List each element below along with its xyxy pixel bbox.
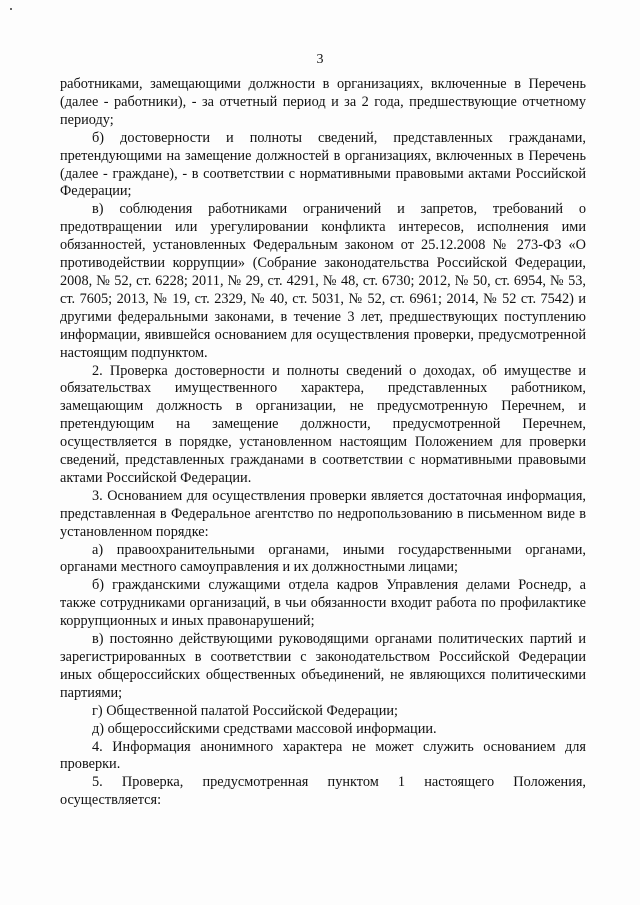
scan-mark bbox=[10, 8, 12, 10]
paragraph-3a-law-enforcement: а) правоохранительными органами, иными государственными органами, органами местного самоуправления и их должностными лицами; bbox=[60, 541, 586, 576]
paragraph-3d-mass-media: д) общероссийскими средствами массовой информации. bbox=[92, 720, 437, 737]
paragraph-3-grounds: 3. Основанием для осуществления проверки является достаточная информация, представленная в Федеральное агентство по недропользованию в письменном виде в установленном порядке: bbox=[60, 487, 586, 540]
page-number: 3 bbox=[316, 52, 324, 67]
document-body bbox=[60, 76, 586, 810]
paragraph-3b-civil-servants: б) гражданскими служащими отдела кадров Управления делами Роснедр, а также сотрудниками организаций, в чьи обязанности входит работа по профилактике коррупционных и иных правонарушений; bbox=[60, 577, 586, 630]
paragraph-4-anonymous: 4. Информация анонимного характера не может служить основанием для проверки. bbox=[60, 738, 586, 773]
paragraph-v-compliance: в) соблюдения работниками ограничений и запретов, требований о предотвращении или урегулировании конфликта интересов, исполнения ими обязанностей, установленных Федеральным законом от 25.12.2008 № 273-ФЗ «О противодействии коррупции» (Собрание законодательства Российской Федерации, 2008, № 52, ст. 6228; 2011, № 29, ст. 4291, № 48, ст. 6730; 2012, № 50, ст. 6954, № 53, ст. 7605; 2013, № 19, ст. 2329, № 40, ст. 5031, № 52, ст. 6961; 2014, № 52 ст. 7542) и другими федеральными законами, в течение 3 лет, предшествующих поступлению информации, явившейся основанием для осуществления проверки, предусмотренной настоящим подпунктом. bbox=[60, 201, 586, 361]
paragraph-3g-public-chamber: г) Общественной палатой Российской Федерации; bbox=[92, 702, 398, 719]
paragraph-5-procedure: 5. Проверка, предусмотренная пунктом 1 настоящего Положения, осуществляется: bbox=[60, 774, 586, 809]
paragraph-2-verification: 2. Проверка достоверности и полноты сведений о доходах, об имуществе и обязательствах имущественного характера, представленных работником, замещающим должность в организации, не предусмотренную Перечнем, и претендующим на замещение должности, предусмотренной Перечнем, осуществляется в порядке, установленном настоящим Положением для проверки сведений, представленных гражданами в соответствии с нормативными правовыми актами Российской Федерации. bbox=[60, 362, 586, 486]
paragraph-b-reliability: б) достоверности и полноты сведений, представленных гражданами, претендующими на замещение должностей в организациях, включенных в Перечень (далее - граждане), - в соответствии с нормативными правовыми актами Российской Федерации; bbox=[60, 129, 586, 200]
paragraph-continuation: работниками, замещающими должности в организациях, включенные в Перечень (далее - работники), - за отчетный период и за 2 года, предшествующие отчетному периоду; bbox=[60, 76, 586, 128]
paragraph-3v-political-parties: в) постоянно действующими руководящими органами политических партий и зарегистрированных в соответствии с законодательством Российской Федерации иных общероссийских общественных объединений, не являющихся политическими партиями; bbox=[60, 631, 586, 701]
